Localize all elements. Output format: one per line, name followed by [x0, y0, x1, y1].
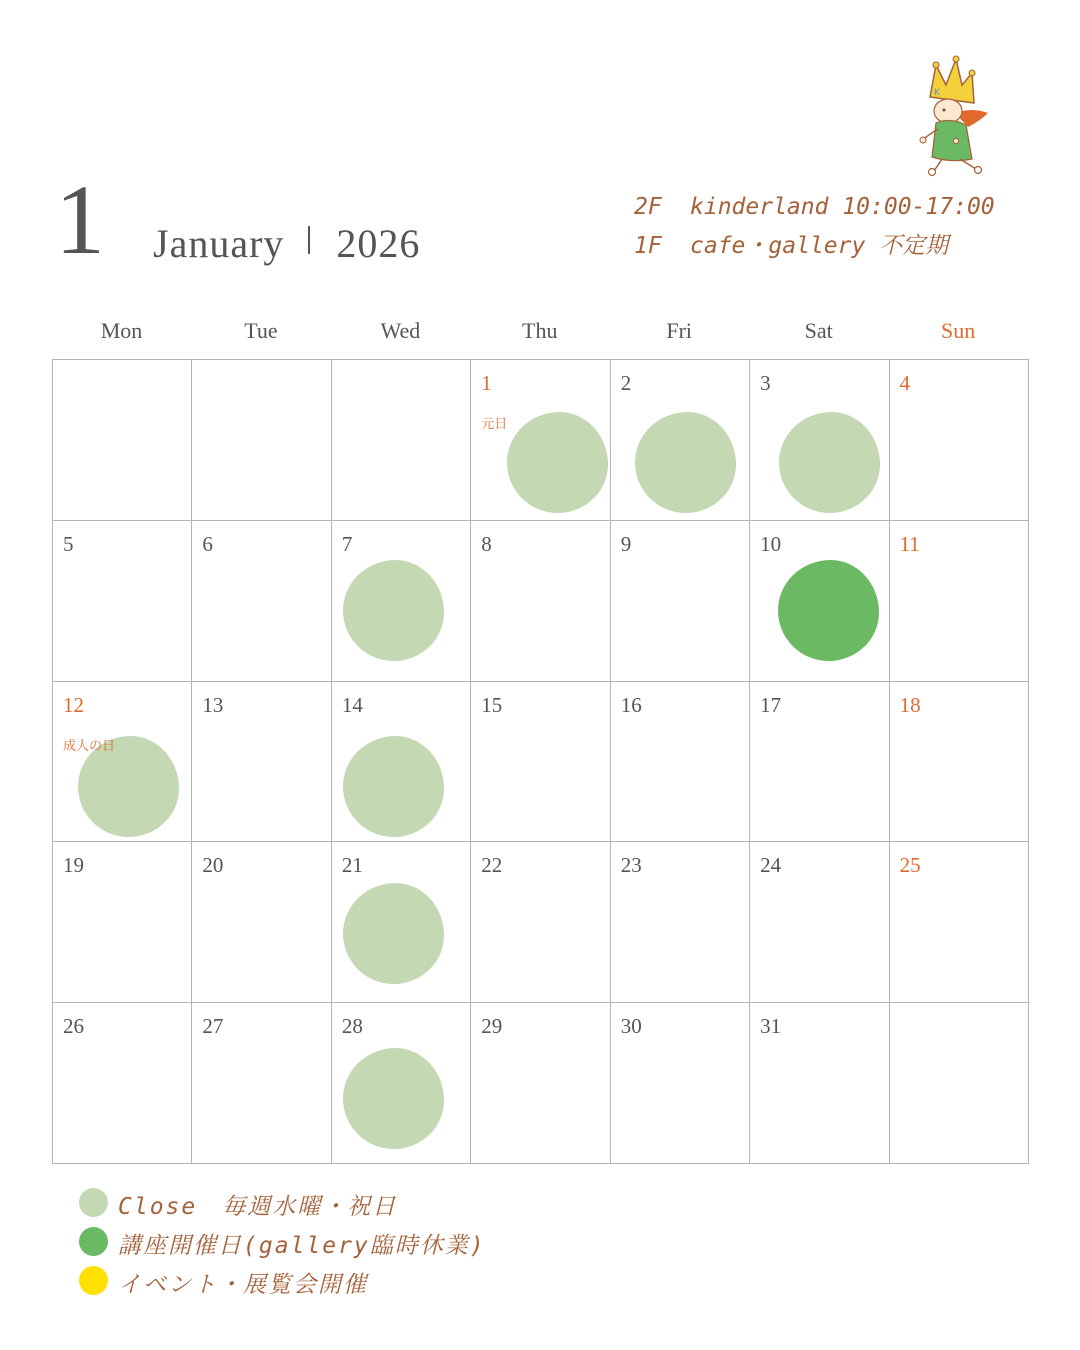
weekday-tue: Tue [244, 318, 278, 343]
day-number: 28 [341, 1014, 363, 1039]
day-number: 19 [63, 853, 84, 878]
closed-day-marker [507, 412, 608, 513]
empty-day-cell [52, 359, 192, 521]
closed-day-marker [343, 560, 444, 661]
day-cell[interactable] [749, 520, 889, 682]
legend-label: 講座開催日(gallery臨時休業) [118, 1233, 486, 1259]
day-cell[interactable] [331, 841, 471, 1003]
day-number: 17 [760, 692, 782, 717]
day-number: 6 [202, 531, 213, 556]
year: 2026 [336, 221, 421, 266]
day-cell[interactable] [889, 841, 1029, 1003]
month-name: January [153, 221, 285, 266]
day-cell[interactable] [610, 1002, 750, 1164]
weekday-sat: Sat [804, 318, 833, 343]
floor-text: kinderland 10:00-17:00 [690, 194, 995, 220]
day-cell[interactable] [191, 520, 331, 682]
day-cell[interactable] [889, 681, 1029, 843]
day-cell[interactable] [470, 520, 610, 682]
day-cell[interactable] [331, 681, 471, 843]
floor-label: 1F [634, 233, 662, 259]
day-number: 27 [202, 1014, 224, 1039]
day-cell[interactable] [470, 1002, 610, 1164]
day-cell[interactable] [470, 681, 610, 843]
closed-day-marker [779, 412, 880, 513]
day-number: 12 [63, 692, 84, 717]
day-number: 3 [760, 371, 771, 395]
day-cell[interactable] [610, 681, 750, 843]
day-number: 16 [620, 692, 642, 717]
day-cell[interactable] [749, 359, 889, 521]
weekday-fri: Fri [666, 318, 693, 343]
weekday-wed: Wed [380, 318, 421, 343]
day-cell[interactable] [191, 1002, 331, 1164]
day-number: 2 [620, 371, 632, 395]
day-cell[interactable] [191, 841, 331, 1003]
opening-info [634, 188, 995, 266]
day-cell[interactable] [52, 841, 192, 1003]
day-number: 20 [202, 853, 224, 878]
month-number: 1 [55, 164, 105, 275]
day-cell[interactable] [749, 681, 889, 843]
legend-event-swatch [79, 1266, 108, 1295]
day-cell[interactable] [749, 841, 889, 1003]
day-cell[interactable] [610, 520, 750, 682]
day-number: 24 [760, 853, 782, 878]
day-number: 1 [481, 371, 492, 395]
closed-day-marker [343, 736, 444, 837]
day-cell[interactable] [470, 841, 610, 1003]
day-cell[interactable] [331, 520, 471, 682]
floor-text: cafe・gallery 不定期 [690, 233, 949, 259]
holiday-label: 元日 [481, 417, 508, 432]
calendar-grid [52, 359, 1028, 1163]
empty-day-cell [331, 359, 471, 521]
title-separator [308, 226, 310, 254]
day-cell[interactable] [52, 520, 192, 682]
course-day-marker [778, 560, 879, 661]
day-cell[interactable] [331, 1002, 471, 1164]
day-cell[interactable] [749, 1002, 889, 1164]
day-number: 4 [899, 371, 911, 395]
day-number: 22 [481, 853, 503, 878]
day-number: 31 [760, 1014, 782, 1039]
day-number: 29 [481, 1014, 503, 1039]
day-number: 23 [620, 853, 642, 878]
info-row-2f [634, 188, 995, 227]
day-number: 8 [481, 531, 492, 556]
mascot-illustration [910, 55, 1000, 180]
floor-label: 2F [634, 194, 662, 220]
empty-day-cell [889, 1002, 1029, 1164]
weekday-sun: Sun [940, 318, 976, 343]
legend-close-swatch [79, 1188, 108, 1217]
weekday-thu: Thu [522, 318, 558, 343]
day-cell[interactable] [889, 520, 1029, 682]
closed-day-marker [343, 883, 444, 984]
closed-day-marker [343, 1048, 444, 1149]
day-cell[interactable] [610, 841, 750, 1003]
legend-course-swatch [79, 1227, 108, 1256]
day-number: 13 [202, 692, 224, 717]
holiday-label: 成人の日 [63, 738, 116, 754]
day-cell[interactable] [610, 359, 750, 521]
day-cell[interactable] [52, 1002, 192, 1164]
day-number: 26 [63, 1014, 84, 1039]
empty-day-cell [191, 359, 331, 521]
day-cell[interactable] [191, 681, 331, 843]
info-row-1f [634, 227, 995, 266]
day-number: 21 [341, 853, 363, 878]
day-number: 14 [341, 692, 363, 717]
legend-label: イベント・展覧会開催 [118, 1272, 368, 1298]
day-number: 30 [620, 1014, 642, 1039]
day-number: 7 [341, 531, 353, 556]
day-number: 25 [899, 853, 921, 878]
closed-day-marker [635, 412, 736, 513]
day-number: 15 [481, 692, 503, 717]
month-year-title [153, 220, 420, 267]
day-number: 5 [63, 531, 74, 556]
day-number: 11 [899, 531, 920, 556]
day-cell[interactable] [470, 359, 610, 521]
day-cell[interactable] [52, 681, 192, 843]
day-number: 10 [760, 531, 782, 556]
legend-label: Close 毎週水曜・祝日 [118, 1194, 398, 1220]
day-number: 18 [899, 692, 921, 717]
day-number: 9 [620, 531, 632, 556]
svg-text:K: K [934, 88, 940, 98]
day-cell[interactable] [889, 359, 1029, 521]
weekday-mon: Mon [100, 318, 143, 343]
